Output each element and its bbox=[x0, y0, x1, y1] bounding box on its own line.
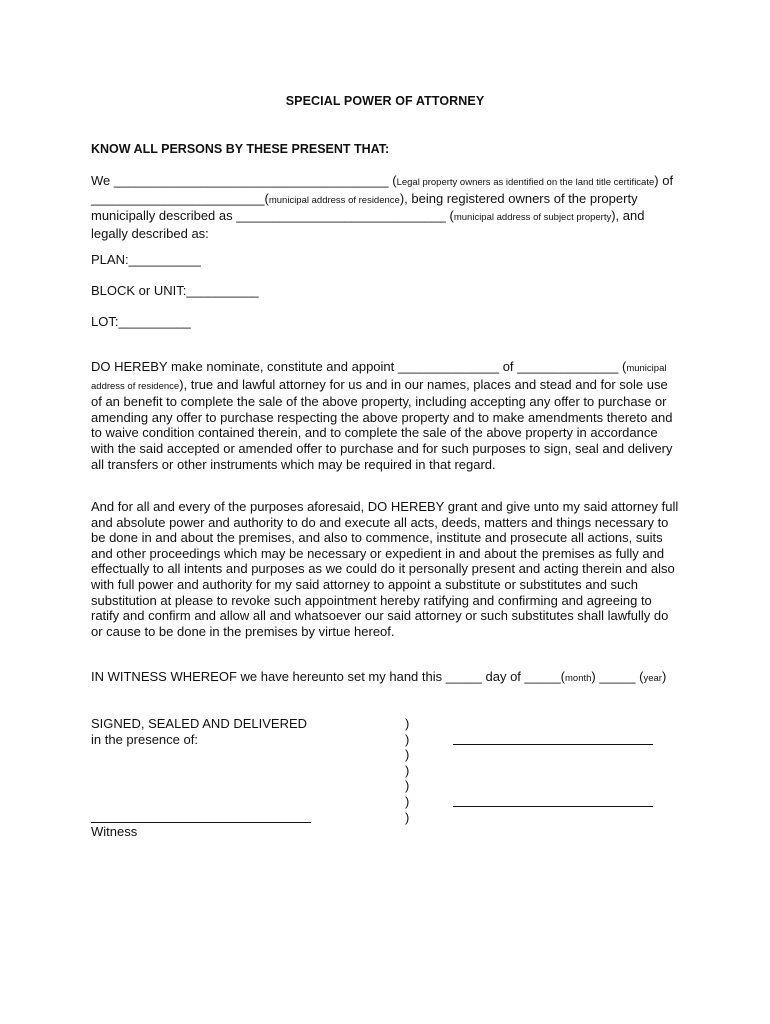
legally-described-text: ), and legally described as: bbox=[91, 208, 645, 241]
block-unit-field: BLOCK or UNIT:__________ bbox=[91, 283, 259, 298]
year-note: year bbox=[643, 673, 662, 684]
lot-field: LOT:__________ bbox=[91, 314, 191, 329]
document-heading: KNOW ALL PERSONS BY THESE PRESENT THAT: bbox=[91, 142, 390, 156]
witness-label: Witness bbox=[91, 824, 138, 839]
bracket-mark: ) bbox=[405, 747, 410, 763]
of-text: ) of ________________________( bbox=[91, 173, 674, 206]
bracket-mark: ) bbox=[405, 778, 410, 794]
signature-line-2 bbox=[453, 806, 653, 807]
bracket-mark: ) bbox=[405, 731, 410, 747]
witness-signature-line bbox=[91, 822, 311, 823]
appointment-paragraph bbox=[91, 359, 681, 472]
signature-line-1 bbox=[453, 744, 653, 745]
signed-line-2: in the presence of: bbox=[91, 731, 198, 747]
we-text: We ______________________________________ ( bbox=[91, 173, 397, 188]
owners-paragraph bbox=[91, 173, 681, 241]
being-owners-text: ), being registered owners of the property municipally described as _____________________________ ( bbox=[91, 190, 638, 224]
plan-field: PLAN:__________ bbox=[91, 252, 201, 267]
subject-property-note: municipal address of subject property bbox=[453, 212, 612, 224]
document-title: SPECIAL POWER OF ATTORNEY bbox=[285, 94, 485, 108]
owners-note: Legal property owners as identified on the land title certificate bbox=[396, 177, 655, 188]
witness-end: ) bbox=[661, 669, 667, 684]
powers-paragraph: And for all and every of the purposes aforesaid, DO HEREBY grant and give unto my said attorney full and absolute power and authority to do and execute all acts, deeds, matters and things necessary to be done in and about the premises, and also to commence, institute and prosecute all actions, suits and other proceedings which may be necessary or expedient in and about the premises as fully and effectually to all intents and purposes as we could do it personally present and acting therein and also with full power and authority for my said attorney to appoint a substitute or substitutes and such substitution at please to revoke such appointment hereby ratifying and confirming and agreeing to ratify and confirm and allow all and whatsoever our said attorney or such substitutes shall lawfully do or cause to be done in the premises by virtue hereof. bbox=[91, 499, 679, 639]
witness-start: IN WITNESS WHEREOF we have hereunto set my hand this _____ day of _____( bbox=[91, 669, 565, 684]
bracket-mark: ) bbox=[405, 793, 410, 809]
appointment-rest: ), true and lawful attorney for us and in our names, places and stead and for sole use of an benefit to complete the sale of the above property, including accepting any offer to purchase or amending any offer to purchase respecting the above property and to make amendments thereto and to waive condition contained therein, and to complete the sale of the above property in accordance with the said accepted or amended offer to purchase and for such purposes to sign, seal and delivery all transfers or other instruments which may be required in that regard. bbox=[91, 376, 673, 472]
residence-note: municipal address of residence bbox=[268, 194, 400, 206]
appointment-start: DO HEREBY make nominate, constitute and appoint ______________ of ______________ ( bbox=[91, 359, 627, 374]
bracket-column bbox=[405, 716, 409, 825]
bracket-mark: ) bbox=[405, 762, 410, 778]
witness-mid: ) _____ ( bbox=[591, 669, 644, 684]
month-note: month bbox=[565, 673, 592, 684]
signed-line-1: SIGNED, SEALED AND DELIVERED bbox=[91, 716, 308, 731]
witness-paragraph bbox=[91, 669, 681, 687]
attorney-residence-note: municipal address of residence bbox=[91, 363, 667, 392]
bracket-mark: ) bbox=[405, 716, 410, 731]
bracket-mark: ) bbox=[405, 809, 410, 825]
signed-sealed-block bbox=[91, 716, 307, 747]
